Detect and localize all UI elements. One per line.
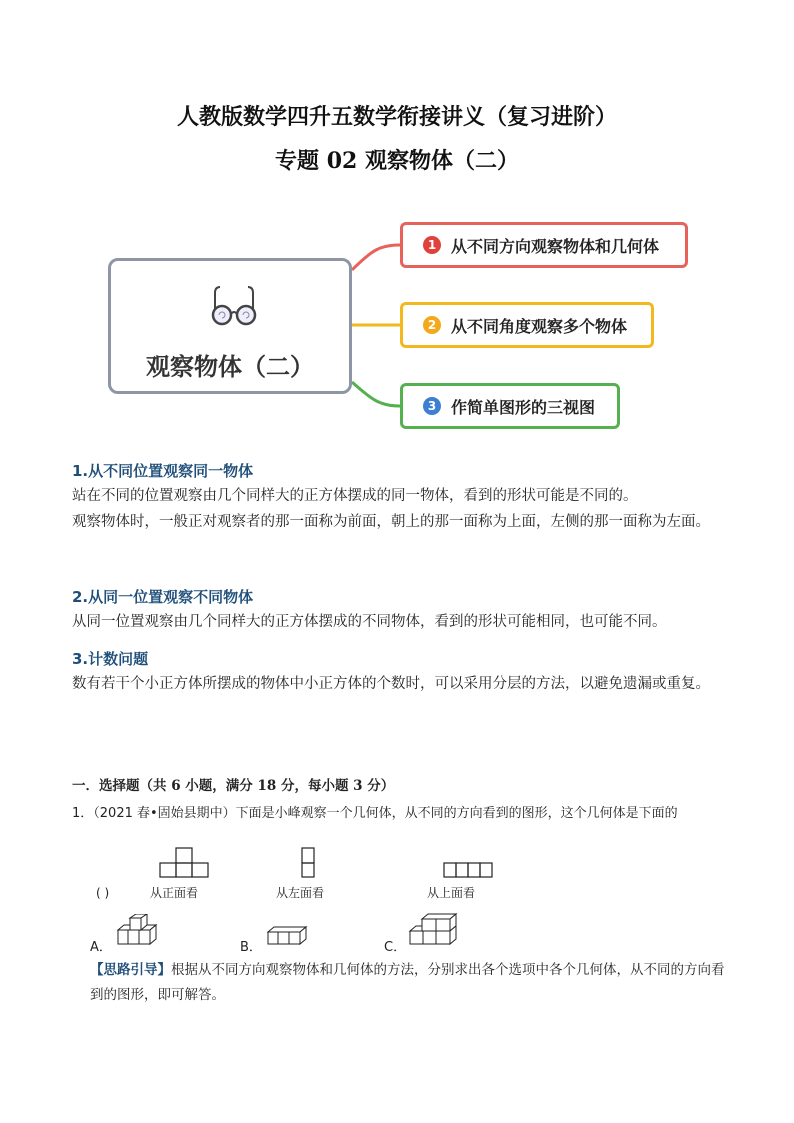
question-stem: 1．（2021 春•固始县期中）下面是小峰观察一个几何体，从不同的方向看到的图形，这个几何体是下面的	[72, 806, 678, 821]
mindmap-branch-1	[400, 222, 688, 268]
branch-label: 作简单图形的三视图	[451, 397, 596, 417]
view-caption-left: 从左面看	[276, 886, 325, 900]
view-figures	[150, 844, 520, 886]
mindmap-center-node	[108, 258, 352, 394]
section-paragraph: 数有若干个小正方体所摆成的物体中小正方体的个数时，可以采用分层的方法，以避免遗漏或重复。	[72, 676, 710, 693]
option-b-label[interactable]: B．	[240, 940, 262, 955]
answer-blank: ( )	[96, 886, 110, 900]
document-title: 人教版数学四升五数学衔接讲义（复习进阶）	[176, 104, 617, 130]
branch-label: 从不同方向观察物体和几何体	[451, 236, 660, 256]
mindmap-branch-2	[400, 302, 654, 348]
knowledge-section-3	[72, 646, 732, 698]
mindmap-branch-3	[400, 383, 620, 429]
knowledge-section-2	[72, 584, 732, 636]
option-a-label[interactable]: A．	[90, 940, 112, 955]
knowledge-section-1	[72, 458, 732, 535]
section-paragraph: 观察物体时，一般正对观察者的那一面称为前面，朝上的那一面称为上面，左侧的那一面称为左面。	[72, 513, 710, 530]
option-a-cubes-figure[interactable]	[116, 914, 164, 948]
option-c-cubes-figure[interactable]	[408, 912, 460, 948]
number-badge-icon: 2	[423, 316, 441, 334]
hint-text: 根据从不同方向观察物体和几何体的方法，分别求出各个选项中各个几何体，从不同的方向看到的图形，即可解答。	[90, 962, 725, 1003]
section-heading: 1.从不同位置观察同一物体	[72, 462, 254, 480]
view-caption-front: 从正面看	[150, 886, 199, 900]
view-caption-top: 从上面看	[427, 886, 476, 900]
number-badge-icon: 1	[423, 236, 441, 254]
option-b-cubes-figure[interactable]	[266, 924, 310, 948]
document-subtitle: 专题 02 观察物体（二）	[275, 148, 519, 174]
section-paragraph: 站在不同的位置观察由几个同样大的正方体摆成的同一物体，看到的形状可能是不同的。	[72, 488, 638, 505]
hint-tag: 【思路引导】	[90, 962, 171, 978]
hint-paragraph	[90, 958, 730, 1008]
section-paragraph: 从同一位置观察由几个同样大的正方体摆成的不同物体，看到的形状可能相同，也可能不同。	[72, 614, 667, 631]
option-c-label[interactable]: C．	[384, 940, 407, 955]
section-heading: 2.从同一位置观察不同物体	[72, 588, 254, 606]
number-badge-icon: 3	[423, 397, 441, 415]
branch-label: 从不同角度观察多个物体	[451, 316, 628, 336]
glasses-icon	[209, 283, 259, 327]
section-heading: 3.计数问题	[72, 650, 149, 668]
exercise-header: 一．选择题（共 6 小题，满分 18 分，每小题 3 分）	[72, 778, 395, 794]
mindmap-center-label: 观察物体（二）	[146, 353, 314, 381]
